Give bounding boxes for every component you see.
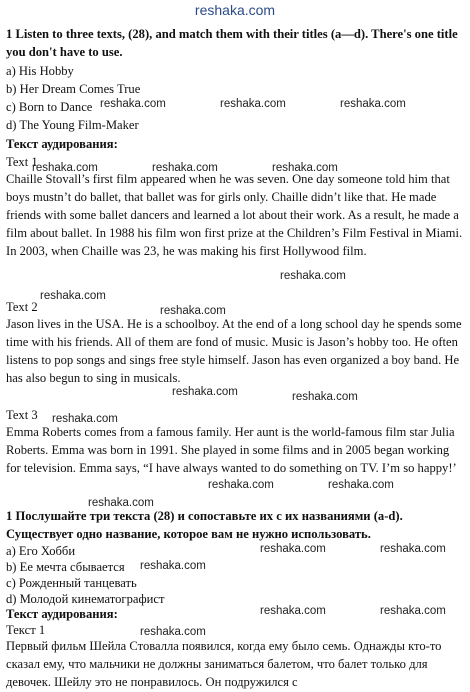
option-b-ru: b) Ее мечта сбывается xyxy=(6,560,125,574)
text-2-label: Text 2 xyxy=(6,300,38,314)
watermark: reshaka.com xyxy=(208,479,274,491)
watermark: reshaka.com xyxy=(160,305,226,317)
watermark: reshaka.com xyxy=(380,543,446,555)
watermark: reshaka.com xyxy=(152,162,218,174)
option-d-en: d) The Young Film-Maker xyxy=(6,118,139,132)
text-3-body: Emma Roberts comes from a famous family. Her aunt is the world-famous film star Julia Roberts. Emma was born in 1991. She played in some films and in 2005 began working for television. Emma says, “I have always wanted to do something on TV. I’m so happy!’ xyxy=(6,425,457,475)
watermark: reshaka.com xyxy=(52,413,118,425)
watermark: reshaka.com xyxy=(88,497,154,509)
option-c-en: c) Born to Dance xyxy=(6,100,93,114)
text-1-body: Chaille Stovall’s first film appeared when he was seven. One day someone told him that boys mustn’t do ballet, that ballet was for girls only. Chaille didn’t like that. He made friends with some ballet dancers and learned a lot about their work. As a result, he made a film about ballet. In 1988 his film won first prize at the Children’s Film Festival in Miami. In 2003, when Chaille was 23, he was making his first Hollywood film. xyxy=(6,172,463,258)
task-instruction-en: 1 Listen to three texts, (28), and match them with their titles (a—d). There's one title you don't have to use. xyxy=(6,27,458,59)
watermark: reshaka.com xyxy=(140,626,206,638)
site-header-watermark: reshaka.com xyxy=(194,2,276,18)
watermark: reshaka.com xyxy=(260,543,326,555)
watermark: reshaka.com xyxy=(140,560,206,572)
watermark: reshaka.com xyxy=(40,290,106,302)
watermark: reshaka.com xyxy=(220,98,286,110)
watermark: reshaka.com xyxy=(328,479,394,491)
watermark: reshaka.com xyxy=(340,98,406,110)
option-d-ru: d) Молодой кинематографист xyxy=(6,592,165,606)
text-1-label: Text 1 xyxy=(6,155,38,169)
text-ru-1-label: Текст 1 xyxy=(6,623,46,637)
option-b-en: b) Her Dream Comes True xyxy=(6,82,141,96)
watermark: reshaka.com xyxy=(100,98,166,110)
watermark: reshaka.com xyxy=(32,162,98,174)
transcript-heading-ru: Текст аудирования: xyxy=(6,607,118,621)
watermark: reshaka.com xyxy=(280,270,346,282)
watermark: reshaka.com xyxy=(172,386,238,398)
watermark: reshaka.com xyxy=(260,605,326,617)
text-3-label: Text 3 xyxy=(6,408,38,422)
option-c-ru: c) Рожденный танцевать xyxy=(6,576,137,590)
transcript-heading: Текст аудирования: xyxy=(6,137,118,151)
task-instruction-ru: 1 Послушайте три текста (28) и сопоставьте их с их названиями (a-d). Существует одно название, которое вам не нужно использовать. xyxy=(6,509,403,541)
option-a-en: a) His Hobby xyxy=(6,64,74,78)
text-2-body: Jason lives in the USA. He is a schoolboy. At the end of a long school day he spends some time with his friends. All of them are fond of music. Music is Jason’s hobby too. He often listens to pop songs and sings free style himself. Jason has even organized a boy band. He has also begun to sing in musicals. xyxy=(6,317,462,385)
watermark: reshaka.com xyxy=(272,162,338,174)
watermark: reshaka.com xyxy=(380,605,446,617)
option-a-ru: a) Его Хобби xyxy=(6,544,76,558)
watermark: reshaka.com xyxy=(292,391,358,403)
text-ru-1-body: Первый фильм Шейла Стовалла появился, когда ему было семь. Однажды кто-то сказал ему, что мальчики не должны заниматься балетом, что балет только для девочек. Шейлу это не понравилось. Он подружился с xyxy=(6,639,442,689)
